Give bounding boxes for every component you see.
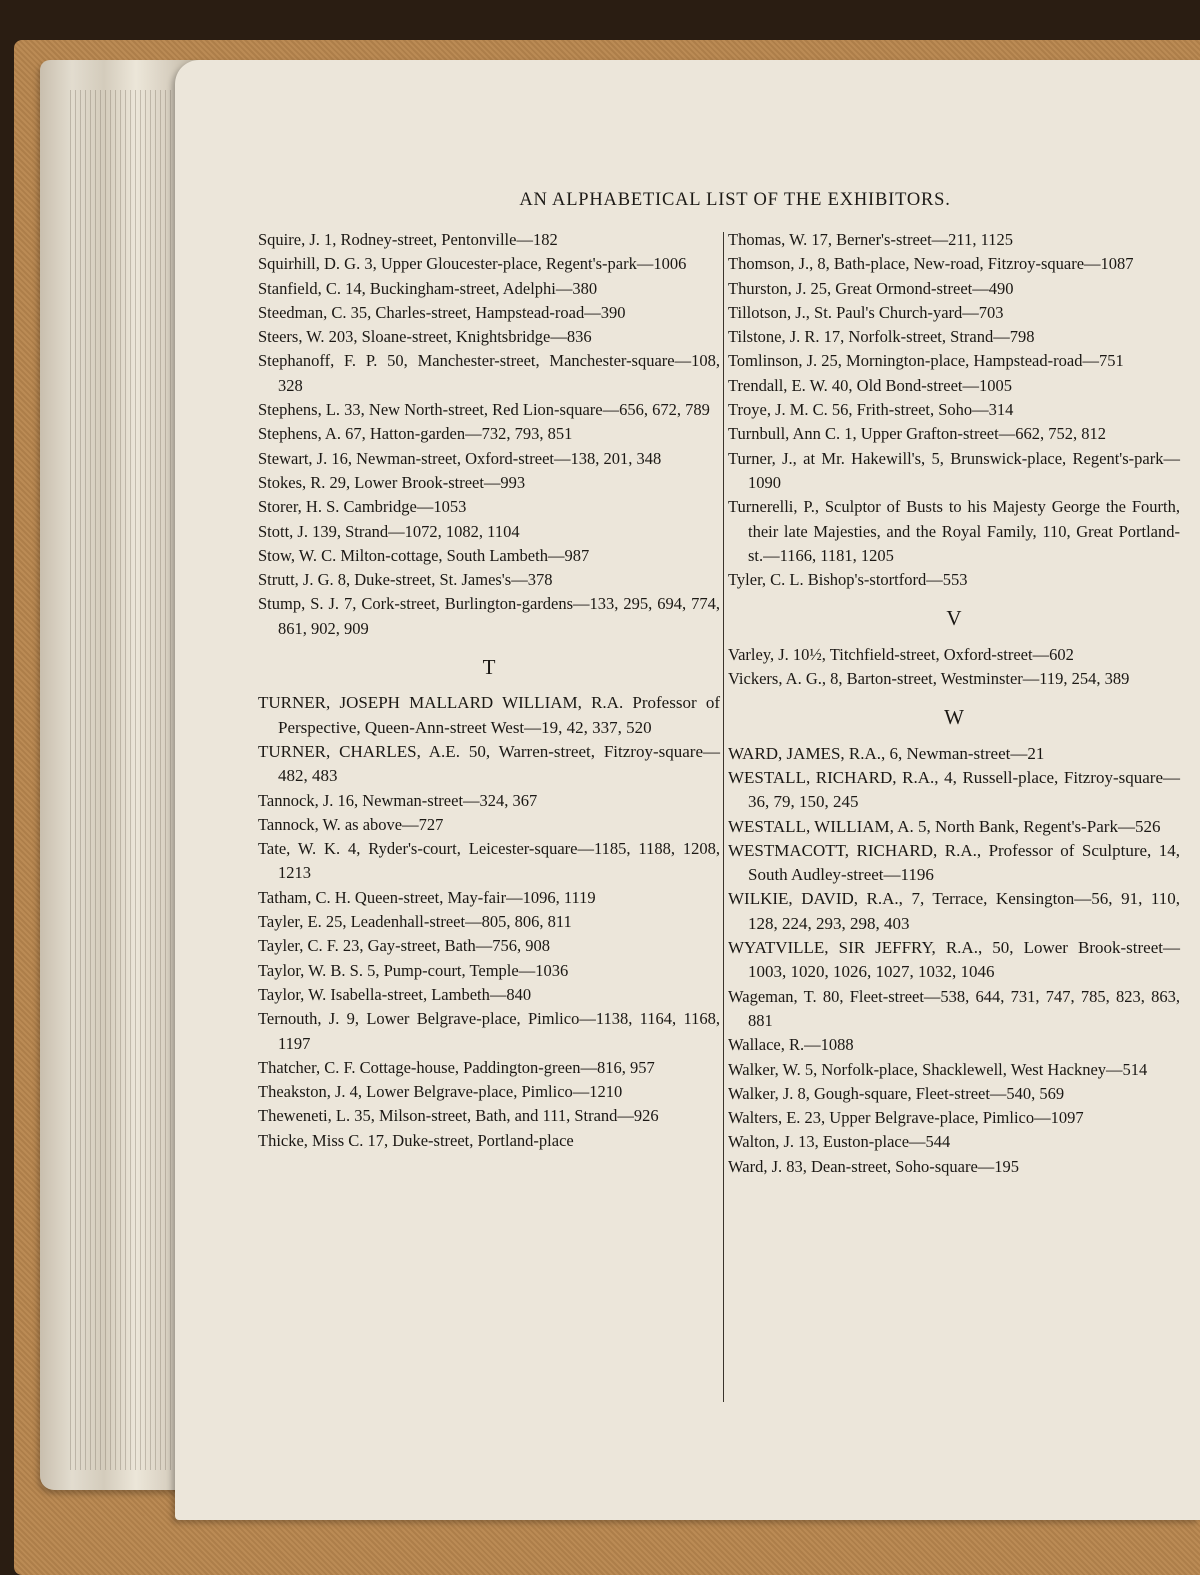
entry: Tatham, C. H. Queen-street, May-fair—1096, 1119 (258, 887, 596, 907)
entry: Varley, J. 10½, Titchfield-street, Oxford-street—602 (728, 644, 1074, 664)
entry: Thomson, J., 8, Bath-place, New-road, Fitzroy-square—1087 (728, 254, 1134, 274)
entry: WARD, JAMES, R.A., 6, Newman-street—21 (728, 743, 1045, 763)
entry: Squire, J. 1, Rodney-street, Pentonville—182 (258, 230, 558, 249)
section-letter-t: T (482, 655, 496, 680)
right-column (728, 228, 1180, 1179)
entry: Steedman, C. 35, Charles-street, Hampstead-road—390 (258, 302, 626, 322)
entry: Turnbull, Ann C. 1, Upper Grafton-street—662, 752, 812 (728, 424, 1106, 444)
entry: Stow, W. C. Milton-cottage, South Lambeth—987 (258, 545, 590, 565)
entry: Squirhill, D. G. 3, Upper Gloucester-place, Regent's-park—1006 (258, 254, 687, 274)
entry: WESTALL, RICHARD, R.A., 4, Russell-place, Fitzroy-square—36, 79, 150, 245 (728, 767, 1180, 812)
entry: Walker, W. 5, Norfolk-place, Shacklewell, West Hackney—514 (728, 1059, 1148, 1079)
entry: Tomlinson, J. 25, Mornington-place, Hampstead-road—751 (728, 351, 1124, 371)
section-letter-v: V (946, 606, 962, 631)
entry: Stott, J. 139, Strand—1072, 1082, 1104 (258, 521, 520, 541)
page-title: AN ALPHABETICAL LIST OF THE EXHIBITORS. (519, 190, 951, 210)
entry: Strutt, J. G. 8, Duke-street, St. James's—378 (258, 570, 553, 590)
entry: Stephens, L. 33, New North-street, Red Lion-square—656, 672, 789 (258, 400, 710, 420)
entry: Trendall, E. W. 40, Old Bond-street—1005 (728, 375, 1013, 395)
section-letter-w: W (944, 705, 964, 730)
entry: Tillotson, J., St. Paul's Church-yard—703 (728, 302, 1004, 322)
entry: Taylor, W. B. S. 5, Pump-court, Temple—1036 (258, 960, 569, 980)
entry: Turner, J., at Mr. Hakewill's, 5, Brunswick-place, Regent's-park—1090 (728, 448, 1180, 492)
entry: Thicke, Miss C. 17, Duke-street, Portland-place (258, 1130, 574, 1150)
entry: WESTALL, WILLIAM, A. 5, North Bank, Regent's-Park—526 (728, 816, 1161, 836)
entry: Thomas, W. 17, Berner's-street—211, 1125 (728, 230, 1013, 249)
left-column (258, 228, 720, 1153)
entry: Tayler, E. 25, Leadenhall-street—805, 806, 811 (258, 912, 572, 932)
entry: Tannock, J. 16, Newman-street—324, 367 (258, 790, 538, 810)
entry: Stephanoff, F. P. 50, Manchester-street, Manchester-square—108, 328 (258, 351, 720, 395)
entry: Thatcher, C. F. Cottage-house, Paddington-green—816, 957 (258, 1057, 655, 1077)
entry: Vickers, A. G., 8, Barton-street, Westminster—119, 254, 389 (728, 669, 1130, 689)
entry: Turnerelli, P., Sculptor of Busts to his Majesty George the Fourth, their late Majesties, and the Royal Family, 110, Great Portland-st.—1166, 1181, 1205 (728, 497, 1180, 565)
entry: Tilstone, J. R. 17, Norfolk-street, Strand—798 (728, 327, 1035, 347)
entry: Ternouth, J. 9, Lower Belgrave-place, Pimlico—1138, 1164, 1168, 1197 (258, 1009, 720, 1053)
entry: WESTMACOTT, RICHARD, R.A., Professor of Sculpture, 14, South Audley-street—1196 (728, 840, 1180, 885)
entry: Tyler, C. L. Bishop's-stortford—553 (728, 570, 968, 590)
entry: Walton, J. 13, Euston-place—544 (728, 1132, 951, 1152)
entry: Wallace, R.—1088 (728, 1035, 854, 1055)
entry: Walker, J. 8, Gough-square, Fleet-street—540, 569 (728, 1083, 1065, 1103)
entry: Walters, E. 23, Upper Belgrave-place, Pimlico—1097 (728, 1108, 1084, 1128)
entry: Stephens, A. 67, Hatton-garden—732, 793, 851 (258, 424, 573, 444)
entry: WILKIE, DAVID, R.A., 7, Terrace, Kensington—56, 91, 110, 128, 224, 293, 298, 403 (728, 889, 1180, 933)
entry: Steers, W. 203, Sloane-street, Knightsbridge—836 (258, 327, 592, 347)
entry: Stokes, R. 29, Lower Brook-street—993 (258, 472, 526, 492)
entry: Stump, S. J. 7, Cork-street, Burlington-gardens—133, 295, 694, 774, 861, 902, 909 (258, 594, 720, 638)
entry: Taylor, W. Isabella-street, Lambeth—840 (258, 984, 532, 1004)
entry: Wageman, T. 80, Fleet-street—538, 644, 731, 747, 785, 823, 863, 881 (728, 986, 1180, 1030)
entry: Tayler, C. F. 23, Gay-street, Bath—756, 908 (258, 936, 550, 956)
entry: Ward, J. 83, Dean-street, Soho-square—195 (728, 1156, 1020, 1176)
entry: Stewart, J. 16, Newman-street, Oxford-street—138, 201, 348 (258, 448, 662, 468)
page-edges-lines (70, 90, 180, 1470)
column-divider (723, 232, 724, 1402)
entry: WYATVILLE, SIR JEFFRY, R.A., 50, Lower Brook-street—1003, 1020, 1026, 1027, 1032, 1046 (728, 938, 1180, 982)
entry: TURNER, CHARLES, A.E. 50, Warren-street, Fitzroy-square—482, 483 (258, 741, 720, 786)
entry: Thurston, J. 25, Great Ormond-street—490 (728, 278, 1014, 298)
entry: Tannock, W. as above—727 (258, 814, 444, 834)
entry: TURNER, JOSEPH MALLARD WILLIAM, R.A. Professor of Perspective, Queen-Ann-street West—19, 42, 337, 520 (258, 693, 720, 737)
entry: Theweneti, L. 35, Milson-street, Bath, and 111, Strand—926 (258, 1106, 659, 1126)
entry: Storer, H. S. Cambridge—1053 (258, 497, 467, 517)
entry: Stanfield, C. 14, Buckingham-street, Adelphi—380 (258, 278, 598, 298)
entry: Troye, J. M. C. 56, Frith-street, Soho—314 (728, 400, 1014, 420)
entry: Tate, W. K. 4, Ryder's-court, Leicester-square—1185, 1188, 1208, 1213 (258, 839, 720, 883)
entry: Theakston, J. 4, Lower Belgrave-place, Pimlico—1210 (258, 1082, 623, 1102)
